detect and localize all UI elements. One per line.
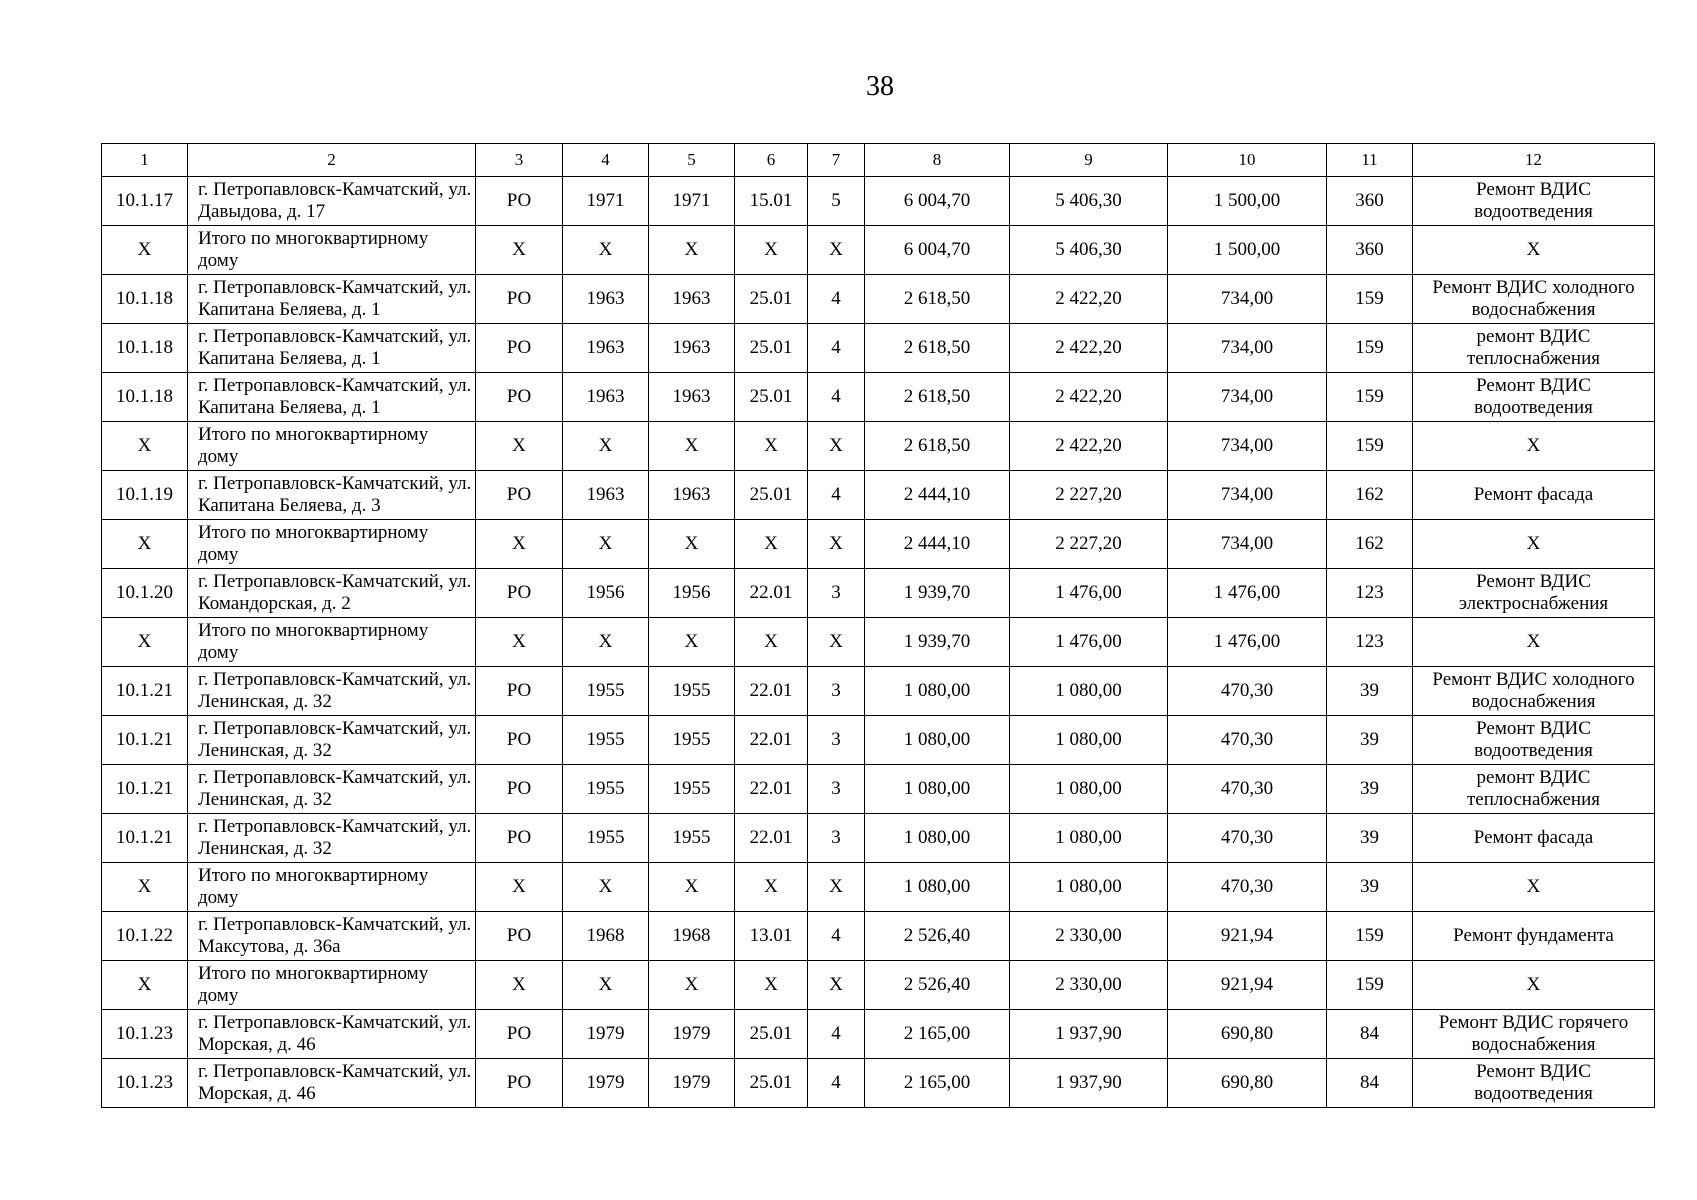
table-row	[102, 226, 1655, 275]
table-cell: Итого по многоквартирному дому	[188, 618, 476, 667]
table-cell: 1 080,00	[1010, 667, 1168, 716]
table-cell: 159	[1327, 961, 1413, 1010]
table-cell: 1 476,00	[1010, 618, 1168, 667]
table-cell: г. Петропавловск-Камчатский, ул. Ленинская, д. 32	[188, 667, 476, 716]
table-cell: 5	[808, 177, 865, 226]
table-cell: 734,00	[1168, 422, 1327, 471]
table-cell: Х	[649, 618, 735, 667]
table-cell: 10.1.18	[102, 373, 188, 422]
table-cell: Х	[102, 422, 188, 471]
table-cell: 6 004,70	[865, 177, 1010, 226]
table-row	[102, 863, 1655, 912]
table-cell: 2 618,50	[865, 324, 1010, 373]
table-cell: 1971	[563, 177, 649, 226]
table-cell: 4	[808, 373, 865, 422]
table-cell: Х	[476, 618, 563, 667]
table-row	[102, 912, 1655, 961]
table-row	[102, 177, 1655, 226]
column-header: 10	[1168, 144, 1327, 177]
table-cell: 39	[1327, 716, 1413, 765]
table-cell: 1955	[563, 667, 649, 716]
table-cell: 1 080,00	[865, 814, 1010, 863]
table-cell: Х	[1413, 422, 1655, 471]
table-cell: 2 618,50	[865, 373, 1010, 422]
table-cell: Х	[649, 226, 735, 275]
table-cell: Х	[476, 226, 563, 275]
table-cell: Х	[476, 422, 563, 471]
table-cell: Х	[735, 961, 808, 1010]
page-number: 38	[866, 71, 894, 102]
table-cell: г. Петропавловск-Камчатский, ул. Капитана Беляева, д. 3	[188, 471, 476, 520]
table-cell: 22.01	[735, 667, 808, 716]
table-cell: г. Петропавловск-Камчатский, ул. Морская, д. 46	[188, 1059, 476, 1108]
table-cell: Х	[808, 226, 865, 275]
table-cell: 1963	[649, 373, 735, 422]
table-cell: 1963	[649, 275, 735, 324]
table-cell: 470,30	[1168, 716, 1327, 765]
table-cell: 84	[1327, 1010, 1413, 1059]
table-cell: г. Петропавловск-Камчатский, ул. Капитана Беляева, д. 1	[188, 324, 476, 373]
table-cell: 25.01	[735, 1059, 808, 1108]
table-cell: 10.1.20	[102, 569, 188, 618]
table-cell: Х	[808, 520, 865, 569]
table-cell: 10.1.18	[102, 324, 188, 373]
table-row	[102, 716, 1655, 765]
table-row	[102, 1059, 1655, 1108]
table-cell: 159	[1327, 373, 1413, 422]
table-cell: Х	[735, 863, 808, 912]
table-cell: Ремонт ВДИС водоотведения	[1413, 373, 1655, 422]
column-header: 4	[563, 144, 649, 177]
table-cell: 1968	[563, 912, 649, 961]
table-cell: 1 937,90	[1010, 1010, 1168, 1059]
table-cell: Х	[808, 422, 865, 471]
table-cell: 15.01	[735, 177, 808, 226]
table-cell: Ремонт ВДИС электроснабжения	[1413, 569, 1655, 618]
table-cell: 470,30	[1168, 667, 1327, 716]
table-cell: 1963	[563, 275, 649, 324]
table-cell: 3	[808, 814, 865, 863]
table-cell: 84	[1327, 1059, 1413, 1108]
table-cell: 1963	[649, 324, 735, 373]
table-cell: Х	[735, 618, 808, 667]
table-cell: 4	[808, 912, 865, 961]
table-row	[102, 961, 1655, 1010]
table-cell: 10.1.23	[102, 1059, 188, 1108]
table-cell: 1956	[563, 569, 649, 618]
table-cell: 123	[1327, 618, 1413, 667]
column-header: 3	[476, 144, 563, 177]
table-cell: Х	[563, 520, 649, 569]
table-cell: 25.01	[735, 373, 808, 422]
table-cell: 734,00	[1168, 471, 1327, 520]
table-cell: Х	[476, 961, 563, 1010]
table-cell: 1 080,00	[1010, 863, 1168, 912]
table-cell: 10.1.18	[102, 275, 188, 324]
table-cell: 22.01	[735, 814, 808, 863]
table-cell: 10.1.19	[102, 471, 188, 520]
table-cell: Х	[1413, 961, 1655, 1010]
table-cell: Ремонт фасада	[1413, 814, 1655, 863]
table-cell: Х	[1413, 863, 1655, 912]
table-cell: Х	[735, 520, 808, 569]
table-cell: 1963	[649, 471, 735, 520]
table-cell: РО	[476, 177, 563, 226]
table-cell: 1955	[649, 716, 735, 765]
table-cell: 2 422,20	[1010, 422, 1168, 471]
table-cell: г. Петропавловск-Камчатский, ул. Капитана Беляева, д. 1	[188, 373, 476, 422]
table-cell: 10.1.21	[102, 765, 188, 814]
table-cell: 25.01	[735, 471, 808, 520]
table-cell: 734,00	[1168, 373, 1327, 422]
table-cell: Итого по многоквартирному дому	[188, 422, 476, 471]
table-cell: 1 476,00	[1010, 569, 1168, 618]
table-cell: Х	[102, 226, 188, 275]
table-cell: 1 080,00	[1010, 765, 1168, 814]
table-cell: г. Петропавловск-Камчатский, ул. Максутова, д. 36а	[188, 912, 476, 961]
table-cell: ремонт ВДИС теплоснабжения	[1413, 324, 1655, 373]
table-cell: Х	[563, 961, 649, 1010]
table-cell: 2 227,20	[1010, 471, 1168, 520]
table-cell: 22.01	[735, 765, 808, 814]
table-cell: РО	[476, 471, 563, 520]
table-cell: 10.1.17	[102, 177, 188, 226]
table-cell: 4	[808, 1010, 865, 1059]
table-cell: 1 500,00	[1168, 226, 1327, 275]
table-cell: 1 080,00	[1010, 716, 1168, 765]
table-cell: Х	[102, 961, 188, 1010]
table-cell: 1 080,00	[1010, 814, 1168, 863]
table-cell: Итого по многоквартирному дому	[188, 520, 476, 569]
table-cell: 2 444,10	[865, 471, 1010, 520]
table-row	[102, 814, 1655, 863]
table-cell: 159	[1327, 912, 1413, 961]
table-cell: 1968	[649, 912, 735, 961]
table-cell: 4	[808, 1059, 865, 1108]
table-cell: 22.01	[735, 569, 808, 618]
table-cell: 734,00	[1168, 324, 1327, 373]
table-cell: 1 080,00	[865, 667, 1010, 716]
table-header-row	[102, 144, 1655, 177]
table-cell: 2 422,20	[1010, 373, 1168, 422]
table-cell: Х	[563, 226, 649, 275]
table-cell: Х	[649, 961, 735, 1010]
table-row	[102, 1010, 1655, 1059]
table-cell: 6 004,70	[865, 226, 1010, 275]
table-cell: г. Петропавловск-Камчатский, ул. Командорская, д. 2	[188, 569, 476, 618]
table-cell: 1 476,00	[1168, 618, 1327, 667]
table-cell: 690,80	[1168, 1059, 1327, 1108]
table-cell: 10.1.21	[102, 667, 188, 716]
table-cell: Ремонт ВДИС холодного водоснабжения	[1413, 667, 1655, 716]
table-cell: 1955	[649, 765, 735, 814]
table-cell: 1979	[563, 1059, 649, 1108]
table-cell: г. Петропавловск-Камчатский, ул. Ленинская, д. 32	[188, 765, 476, 814]
table-cell: 10.1.21	[102, 814, 188, 863]
table-cell: 10.1.21	[102, 716, 188, 765]
table-cell: 921,94	[1168, 961, 1327, 1010]
table-cell: 3	[808, 765, 865, 814]
table-cell: Ремонт ВДИС холодного водоснабжения	[1413, 275, 1655, 324]
table-cell: 159	[1327, 422, 1413, 471]
table-row	[102, 422, 1655, 471]
table-cell: 2 444,10	[865, 520, 1010, 569]
table-cell: 13.01	[735, 912, 808, 961]
table-cell: 2 422,20	[1010, 324, 1168, 373]
table-cell: 1955	[649, 667, 735, 716]
data-table	[101, 143, 1655, 1108]
table-cell: 2 165,00	[865, 1010, 1010, 1059]
table-cell: 25.01	[735, 275, 808, 324]
table-cell: 10.1.22	[102, 912, 188, 961]
table-cell: 1955	[649, 814, 735, 863]
table-cell: 1 080,00	[865, 863, 1010, 912]
table-cell: 2 526,40	[865, 961, 1010, 1010]
table-cell: Х	[563, 618, 649, 667]
table-cell: Х	[735, 422, 808, 471]
table-cell: Х	[102, 520, 188, 569]
table-cell: 921,94	[1168, 912, 1327, 961]
column-header: 5	[649, 144, 735, 177]
table-row	[102, 569, 1655, 618]
table-cell: 2 618,50	[865, 275, 1010, 324]
table-cell: 1955	[563, 814, 649, 863]
table-cell: г. Петропавловск-Камчатский, ул. Давыдова, д. 17	[188, 177, 476, 226]
table-cell: Ремонт ВДИС водоотведения	[1413, 1059, 1655, 1108]
table-cell: 470,30	[1168, 765, 1327, 814]
table-cell: 1955	[563, 765, 649, 814]
table-cell: РО	[476, 814, 563, 863]
table-cell: Х	[649, 520, 735, 569]
table-cell: 1 939,70	[865, 618, 1010, 667]
table-cell: Итого по многоквартирному дому	[188, 226, 476, 275]
table-row	[102, 765, 1655, 814]
table-cell: 470,30	[1168, 814, 1327, 863]
table-cell: РО	[476, 667, 563, 716]
table-cell: 39	[1327, 765, 1413, 814]
table-cell: Ремонт фасада	[1413, 471, 1655, 520]
table-row	[102, 324, 1655, 373]
table-cell: РО	[476, 765, 563, 814]
column-header: 11	[1327, 144, 1413, 177]
table-cell: Х	[649, 422, 735, 471]
table-cell: 1 939,70	[865, 569, 1010, 618]
column-header: 9	[1010, 144, 1168, 177]
table-cell: 162	[1327, 471, 1413, 520]
table-cell: РО	[476, 912, 563, 961]
table-cell: 4	[808, 275, 865, 324]
table-cell: Х	[1413, 618, 1655, 667]
table-cell: 39	[1327, 667, 1413, 716]
table-cell: 123	[1327, 569, 1413, 618]
table-cell: 4	[808, 471, 865, 520]
table-cell: РО	[476, 324, 563, 373]
table-cell: Х	[476, 520, 563, 569]
table-cell: Х	[649, 863, 735, 912]
table-cell: Х	[808, 618, 865, 667]
table-cell: РО	[476, 569, 563, 618]
table-cell: 25.01	[735, 1010, 808, 1059]
table-cell: Х	[808, 863, 865, 912]
table-cell: Х	[102, 618, 188, 667]
table-cell: 2 165,00	[865, 1059, 1010, 1108]
table-cell: 1979	[649, 1010, 735, 1059]
table-cell: 1 500,00	[1168, 177, 1327, 226]
table-cell: Х	[563, 422, 649, 471]
table-cell: РО	[476, 1059, 563, 1108]
table-cell: 1971	[649, 177, 735, 226]
table-cell: г. Петропавловск-Камчатский, ул. Ленинская, д. 32	[188, 716, 476, 765]
table-cell: РО	[476, 1010, 563, 1059]
table-cell: 1955	[563, 716, 649, 765]
table-cell: Ремонт ВДИС горячего водоснабжения	[1413, 1010, 1655, 1059]
table-cell: 2 526,40	[865, 912, 1010, 961]
table-row	[102, 373, 1655, 422]
table-row	[102, 471, 1655, 520]
table-cell: Х	[808, 961, 865, 1010]
table-cell: 3	[808, 569, 865, 618]
table-cell: г. Петропавловск-Камчатский, ул. Ленинская, д. 32	[188, 814, 476, 863]
table-cell: РО	[476, 373, 563, 422]
table-cell: 5 406,30	[1010, 226, 1168, 275]
table-cell: Х	[1413, 226, 1655, 275]
table-cell: Х	[1413, 520, 1655, 569]
table-cell: 360	[1327, 226, 1413, 275]
table-cell: РО	[476, 275, 563, 324]
table-cell: г. Петропавловск-Камчатский, ул. Морская, д. 46	[188, 1010, 476, 1059]
table-cell: 39	[1327, 814, 1413, 863]
table-row	[102, 667, 1655, 716]
table-row	[102, 275, 1655, 324]
table-cell: 1 080,00	[865, 716, 1010, 765]
table-cell: 1 080,00	[865, 765, 1010, 814]
table-cell: 1979	[649, 1059, 735, 1108]
table-cell: 3	[808, 716, 865, 765]
table-cell: 2 227,20	[1010, 520, 1168, 569]
table-cell: 2 330,00	[1010, 961, 1168, 1010]
table-row	[102, 618, 1655, 667]
table-cell: РО	[476, 716, 563, 765]
column-header: 6	[735, 144, 808, 177]
table-cell: Итого по многоквартирному дому	[188, 863, 476, 912]
table-cell: Х	[102, 863, 188, 912]
table-cell: Ремонт ВДИС водоотведения	[1413, 716, 1655, 765]
table-cell: Итого по многоквартирному дому	[188, 961, 476, 1010]
table-cell: 1963	[563, 324, 649, 373]
column-header: 2	[188, 144, 476, 177]
table-cell: Х	[563, 863, 649, 912]
table-cell: 470,30	[1168, 863, 1327, 912]
table-cell: 1963	[563, 373, 649, 422]
table-row	[102, 520, 1655, 569]
table-cell: 4	[808, 324, 865, 373]
column-header: 8	[865, 144, 1010, 177]
table-cell: 360	[1327, 177, 1413, 226]
table-cell: 1979	[563, 1010, 649, 1059]
table-cell: 734,00	[1168, 275, 1327, 324]
column-header: 1	[102, 144, 188, 177]
table-cell: 22.01	[735, 716, 808, 765]
table-cell: 39	[1327, 863, 1413, 912]
table-cell: 2 618,50	[865, 422, 1010, 471]
column-header: 7	[808, 144, 865, 177]
table-cell: 1 937,90	[1010, 1059, 1168, 1108]
table-cell: Ремонт ВДИС водоотведения	[1413, 177, 1655, 226]
table-cell: 10.1.23	[102, 1010, 188, 1059]
table-cell: Х	[735, 226, 808, 275]
column-header: 12	[1413, 144, 1655, 177]
table-cell: г. Петропавловск-Камчатский, ул. Капитана Беляева, д. 1	[188, 275, 476, 324]
table-cell: 25.01	[735, 324, 808, 373]
table-cell: Ремонт фундамента	[1413, 912, 1655, 961]
table-cell: 1963	[563, 471, 649, 520]
table-cell: 159	[1327, 324, 1413, 373]
table-cell: 5 406,30	[1010, 177, 1168, 226]
table-cell: 2 330,00	[1010, 912, 1168, 961]
table-cell: Х	[476, 863, 563, 912]
table-cell: ремонт ВДИС теплоснабжения	[1413, 765, 1655, 814]
table-cell: 159	[1327, 275, 1413, 324]
table-cell: 2 422,20	[1010, 275, 1168, 324]
table-cell: 734,00	[1168, 520, 1327, 569]
table-cell: 1 476,00	[1168, 569, 1327, 618]
table-cell: 3	[808, 667, 865, 716]
table-cell: 690,80	[1168, 1010, 1327, 1059]
table-cell: 162	[1327, 520, 1413, 569]
table-cell: 1956	[649, 569, 735, 618]
